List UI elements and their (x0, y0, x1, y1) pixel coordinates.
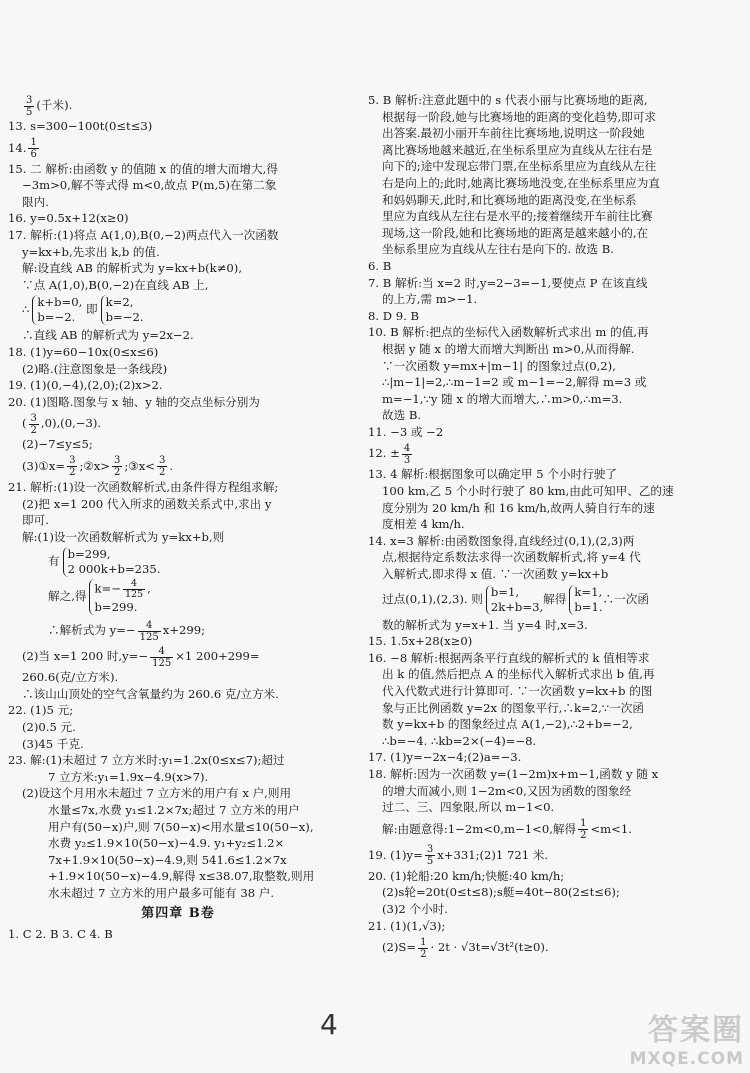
watermark-url: MXQE.COM (629, 1049, 744, 1069)
answer-line: 7x+1.9×10(50−x)−4.9,则 541.6≤1.2×7x (48, 852, 287, 867)
fraction: $\frac{3}{2}$ (114, 455, 121, 479)
answer-18: 18. 解析:因为一次函数 y=(1−2m)x+m−1,函数 y 随 x (368, 766, 659, 781)
equation-system-line: ∴ k+b=0, b=−2. 即 k=2, b=−2. (22, 295, 144, 325)
answer-line: ( $\frac{3}{2}$ ,0),(0,−3). (22, 412, 102, 436)
answer-line: 过二、三、四象限,所以 m−1<0. (382, 800, 555, 815)
answer-line: 限内. (22, 194, 49, 209)
answer-line: (2)−7≤y≤5; (22, 437, 93, 452)
answer-line: 右是向上的;此时,她离比赛场地没变,在坐标系里应为直 (382, 175, 660, 190)
answer-11: 11. −3 或 −2 (368, 424, 444, 439)
fraction: $\frac{4}{3}$ (403, 442, 411, 466)
equation-system-line: 过点(0,1),(2,3). 则 b=1, 2k+b=3, 解得 k=1, b=1. ∴一次函 (382, 584, 649, 614)
fraction: $\frac{1}{2}$ (580, 818, 587, 842)
answer-line: 的上方,需 m>−1. (382, 292, 478, 307)
answer-21: 21. 解析:(1)设一次函数解析式,由条件得方程组求解; (8, 479, 279, 494)
answer-line: 7 立方米:y₁=1.9x−4.9(x>7). (48, 769, 209, 784)
answer-15: 15. 二 解析:由函数 y 的值随 x 的值的增大而增大,得 (8, 161, 278, 176)
answer-line: 数 y=kx+b 的图象经过点 A(1,−2),∴2+b=−2, (382, 717, 633, 732)
answer-line: 度相差 4 km/h. (382, 517, 465, 532)
answer-20: 20. (1)图略.图象与 x 轴、y 轴的交点坐标分别为 (8, 394, 260, 409)
answer-16: 16. −8 解析:根据两条平行直线的解析式的 k 值相等求 (368, 650, 650, 665)
answer-15: 15. 1.5x+28(x≥0) (368, 634, 473, 649)
answer-line: 的增大而减小,则 1−2m<0,又因为函数的图象经 (382, 783, 632, 798)
answer-line: 水费 y₂≤1.9×10(50−x)−4.9. y₁+y₂≤1.2× (48, 836, 285, 851)
answer-line: ∵点 A(1,0),B(0,−2)在直线 AB 上, (22, 277, 209, 292)
answer-line: 100 km,乙 5 个小时行驶了 80 km,由此可知甲、乙的速 (382, 484, 674, 499)
answer-line: ∴该山山顶处的空气含氧量约为 260.6 克/立方米. (22, 686, 279, 701)
answer-line: (3)45 千克. (22, 736, 84, 751)
answer-line: 根据 y 随 x 的增大而增大判断出 m>0,从而得解. (382, 341, 635, 356)
answer-17: 17. 解析:(1)将点 A(1,0),B(0,−2)两点代入一次函数 (8, 227, 279, 242)
answer-line: 根据每一阶段,她与比赛场地的距离的变化趋势,即可求 (382, 109, 657, 124)
answer-13: 13. 4 解析:根据图象可以确定甲 5 个小时行驶了 (368, 467, 617, 482)
answer-line: 度分别为 20 km/h 和 16 km/h,故两人骑自行车的速 (382, 500, 655, 515)
answer-8-9: 8. D 9. B (368, 308, 419, 323)
equation-system: k=1, b=1. (569, 585, 602, 615)
equation-system: k+b=0, b=−2. (32, 295, 82, 325)
fraction: $\frac{1}{6}$ (30, 137, 37, 161)
equation-system-line: 有 b=299, 2 000k+b=235. (48, 547, 161, 577)
fraction: $\frac{1}{2}$ (420, 936, 427, 960)
answer-line: ∴b=−4. ∴kb=2×(−4)=−8. (382, 733, 537, 748)
answer-line: 向下的;途中发现忘带门票,在坐标系里应为直线从左往 (382, 159, 657, 174)
answer-14: 14. x=3 解析:由函数图象得,直线经过(0,1),(2,3)两 (368, 533, 635, 548)
answer-12: 12. ± $\frac{4}{3}$ (368, 442, 411, 466)
answer-line: +1.9×10(50−x)−4.9,解得 x≤38.07,取整数,则用 (48, 869, 315, 884)
watermark (630, 1005, 744, 1069)
answer-line: (2)当 x=1 200 时,y=− $\frac{4}{125}$ ×1 200+299= (22, 645, 260, 669)
answer-line: 即可. (22, 513, 49, 528)
answer-line: 260.6(克/立方米). (22, 670, 119, 685)
answer-5: 5. B 解析:注意此题中的 s 代表小丽与比赛场地的距离, (368, 93, 648, 107)
equation-system: b=1, 2k+b=3, (486, 585, 543, 615)
answer-line: 水未超过 7 立方米的用户最多可能有 38 户. (48, 886, 275, 900)
answer-line: y=kx+b,先求出 k,b 的值. (22, 244, 160, 259)
fraction: $\frac{3}{5}$ (426, 844, 434, 868)
fraction: $\frac{3}{2}$ (69, 455, 76, 479)
answer-line: (2)s轮=20t(0≤t≤8);s艇=40t−80(2≤t≤6); (382, 885, 620, 900)
equation-system: b=299, 2 000k+b=235. (63, 547, 161, 577)
answer-line: (2)设这个月用水未超过 7 立方米的用户有 x 户,则用 (22, 786, 292, 801)
answer-line: 解:设直线 AB 的解析式为 y=kx+b(k≠0), (22, 261, 243, 276)
fraction: $\frac{3}{2}$ (158, 455, 166, 479)
answer-line: 离比赛场地越来越近,在坐标系里应为直线从左往右是 (382, 142, 653, 157)
fraction: $\frac{4}{125}$ (152, 645, 172, 669)
answer-20: 20. (1)轮船:20 km/h;快艇:40 km/h; (368, 868, 565, 883)
answer-17: 17. (1)y=−2x−4;(2)a=−3. (368, 750, 522, 765)
answer-line: (2)S= $\frac{1}{2}$ · 2t · √3t=√3t²(t≥0). (382, 936, 549, 960)
answer-line: (2)略.(注意图象是一条线段) (22, 361, 168, 376)
answer-line: 出 k 的值,然后把点 A 的坐标代入解析式求出 b 值,再 (382, 667, 655, 682)
answer-line: −3m>0,解不等式得 m<0,故点 P(m,5)在第二象 (22, 178, 277, 193)
answer-line: 象与正比例函数 y=2x 的图象平行,∴k=2,∵一次函 (382, 700, 644, 715)
fraction: $\frac{4}{125}$ (124, 578, 144, 601)
right-column (368, 92, 738, 960)
chapter-heading: 第四章 B卷 (141, 905, 215, 921)
answer-line: 数的解析式为 y=x+1. 当 y=4 时,x=3. (382, 617, 588, 632)
answer-line: 用户有(50−x)户,则 7(50−x)<用水量≤10(50−x), (48, 819, 314, 834)
answer-line: 解:(1)设一次函数解析式为 y=kx+b,则 (22, 529, 225, 544)
answer-line: 坐标系里应为直线从左往右是向下的. 故选 B. (382, 242, 614, 257)
page-number: 4 (320, 1008, 338, 1041)
answer-line: 现场,这一阶段,她和比赛场地的距离是越来越小的,在 (382, 225, 649, 240)
fraction: $\frac{3}{2}$ (30, 412, 37, 436)
answer-18: 18. (1)y=60−10x(0≤x≤6) (8, 344, 159, 359)
answer-line: 水量≤7x,水费 y₁≤1.2×7x;超过 7 立方米的用户 (48, 803, 300, 818)
answer-line: ∴解析式为 y=− $\frac{4}{125}$ x+299; (48, 619, 206, 643)
equation-system: k=2, b=−2. (101, 295, 144, 325)
answer-21: 21. (1)(1,√3); (368, 918, 446, 933)
answer-16: 16. y=0.5x+12(x≥0) (8, 211, 129, 226)
answer-line: 出答案.最初小丽开车前往比赛场地,说明这一阶段她 (382, 126, 645, 141)
answer-line: 和妈妈聊天,此时,和比赛场地的距离没变,在坐标系 (382, 192, 637, 207)
answer-line: (3)2 个小时. (382, 901, 448, 916)
answer-line: (2)把 x=1 200 代入所求的函数关系式中,求出 y (22, 496, 272, 511)
answer-13: 13. s=300−100t(0≤t≤3) (8, 119, 153, 133)
answer-line: 点,根据待定系数法求得一次函数解析式,将 y=4 代 (382, 550, 641, 565)
answer-19: 19. (1)(0,−4),(2,0);(2)x>2. (8, 378, 163, 393)
answer-19: 19. (1)y= $\frac{3}{5}$ x+331;(2)1 721 米. (368, 844, 549, 868)
answer-line: ∴|m−1|=2,∴m−1=2 或 m−1=−2,解得 m=3 或 (382, 375, 647, 390)
equation-system: k=− $\frac{4}{125}$ , b=299. (89, 579, 150, 615)
answer-6: 6. B (368, 258, 392, 273)
answer-line: (2)0.5 元. (22, 720, 76, 735)
answer-line: ∵一次函数 y=mx+|m−1| 的图象过点(0,2), (382, 358, 616, 373)
answer-14: 14. $\frac{1}{6}$ (8, 137, 37, 161)
answer-line: 代入代数式进行计算即可. ∵一次函数 y=kx+b 的图 (382, 684, 653, 698)
answer-10: 10. B 解析:把点的坐标代入函数解析式求出 m 的值,再 (368, 325, 649, 340)
answer-23: 23. 解:(1)未超过 7 立方米时:y₁=1.2x(0≤x≤7);超过 (8, 753, 285, 768)
answer-22: 22. (1)5 元; (8, 703, 74, 718)
answer-line: 入解析式,即求得 x 值. ∵一次函数 y=kx+b (382, 567, 609, 582)
answer-line: $\frac{3}{5}$ (千米). (26, 94, 73, 118)
answer-line: 解:由题意得:1−2m<0,m−1<0,解得 $\frac{1}{2}$ <m<1. (382, 818, 632, 842)
answer-line: 里应为直线从左往右是水平的;接着继续开车前往比赛 (382, 209, 653, 224)
fraction: $\frac{3}{5}$ (26, 94, 33, 118)
watermark-logo-text: 答案圈 (648, 1013, 744, 1048)
answer-line: (3)①x= $\frac{3}{2}$ ;②x> $\frac{3}{2}$ ;③x< $\frac{3}{2}$ . (22, 455, 174, 479)
answer-line: 1. C 2. B 3. C 4. B (8, 927, 113, 942)
answer-line: m=−1,∵y 随 x 的增大而增大,∴m>0,∴m=3. (382, 391, 623, 406)
left-column (8, 92, 348, 943)
answer-line: 故选 B. (382, 408, 422, 423)
fraction: $\frac{4}{125}$ (139, 619, 159, 643)
answer-line: ∴直线 AB 的解析式为 y=2x−2. (22, 328, 194, 343)
answer-7: 7. B 解析:当 x=2 时,y=2−3=−1,要使点 P 在该直线 (368, 275, 648, 290)
equation-system-line: 解之,得 k=− $\frac{4}{125}$ , b=299. (48, 578, 151, 615)
